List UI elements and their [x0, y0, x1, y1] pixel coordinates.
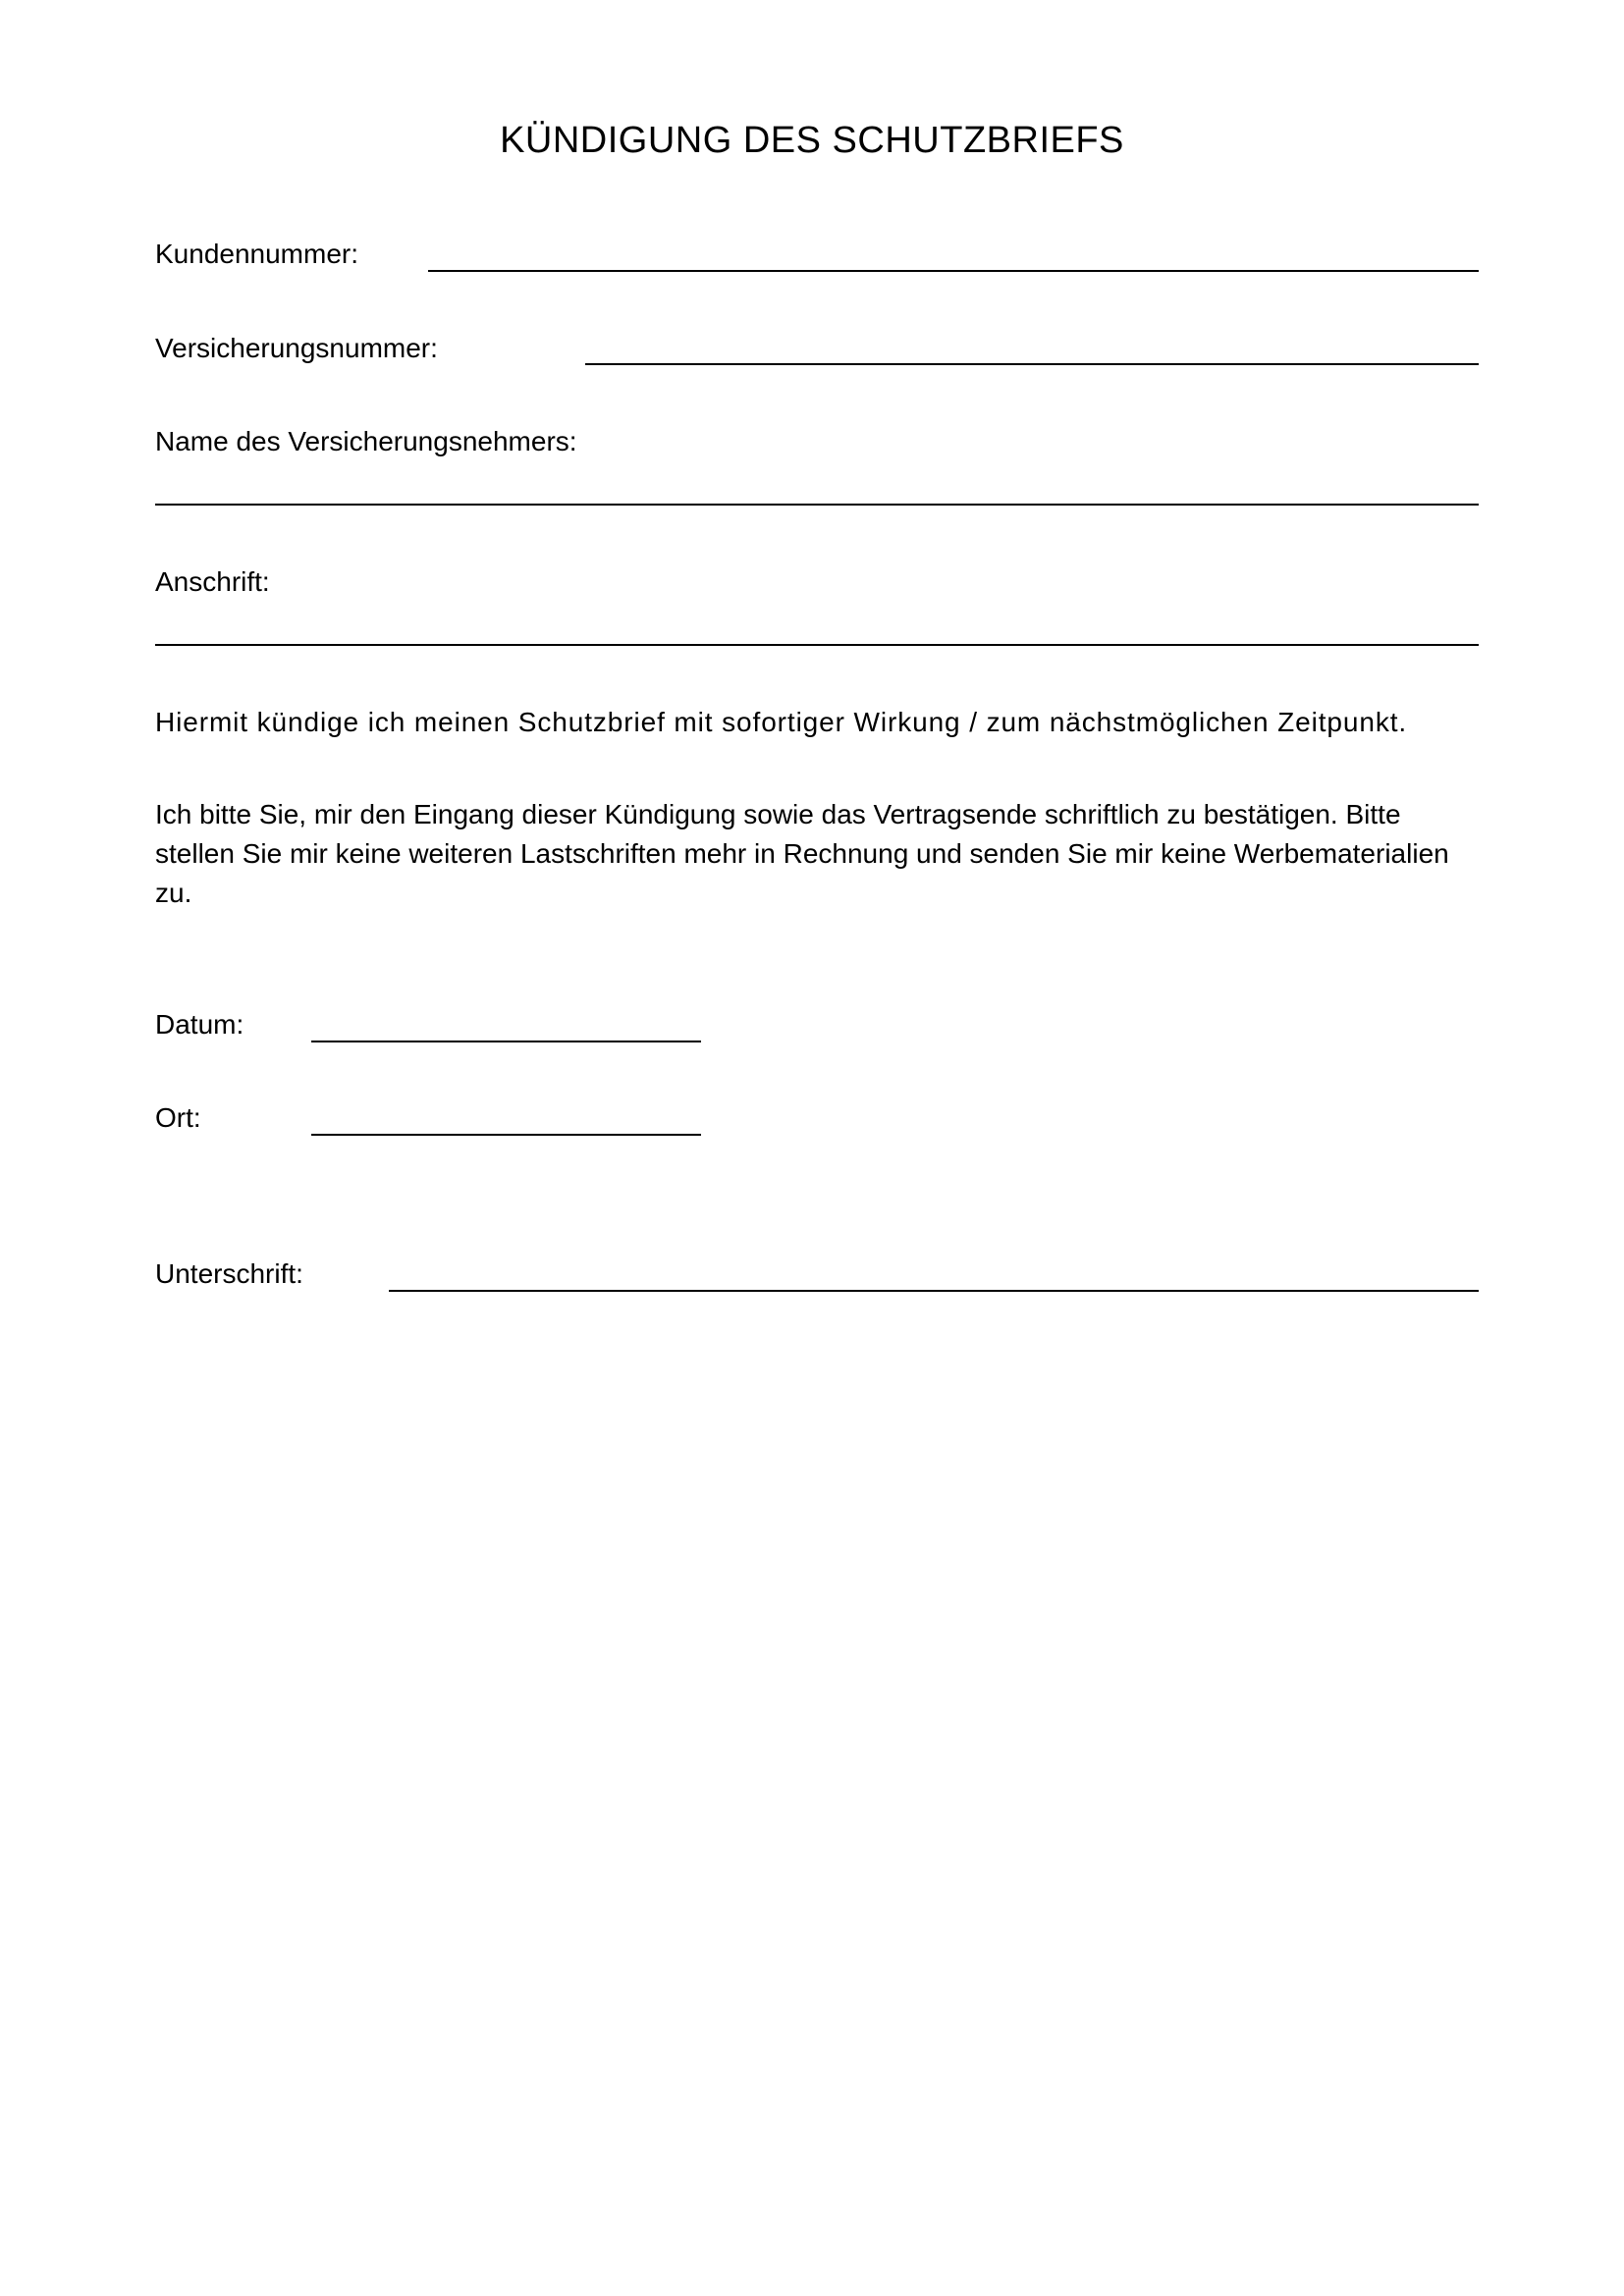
policyholder-name-field-line[interactable]	[155, 504, 1479, 506]
policyholder-name-label: Name des Versicherungsnehmers:	[155, 426, 577, 456]
address-field-line[interactable]	[155, 644, 1479, 646]
place-label: Ort:	[155, 1102, 201, 1133]
date-field-line[interactable]	[311, 1041, 701, 1042]
place-field-line[interactable]	[311, 1134, 701, 1136]
address-label: Anschrift:	[155, 566, 270, 597]
signature-field-line[interactable]	[389, 1290, 1479, 1292]
customer-number-field-line[interactable]	[428, 270, 1479, 272]
insurance-number-label: Versicherungsnummer:	[155, 333, 438, 363]
customer-number-label: Kundennummer:	[155, 239, 359, 269]
confirmation-request: Ich bitte Sie, mir den Eingang dieser Kündigung sowie das Vertragsende schriftlich zu bestätigen. Bitte stellen Sie mir keine weiteren Lastschriften mehr in Rechnung und senden Sie mir keine Werbematerialien zu.	[155, 799, 1449, 908]
insurance-number-field-line[interactable]	[585, 363, 1479, 365]
signature-label: Unterschrift:	[155, 1258, 303, 1289]
date-label: Datum:	[155, 1009, 244, 1040]
cancellation-statement: Hiermit kündige ich meinen Schutzbrief mit sofortiger Wirkung / zum nächstmöglichen Zeitpunkt.	[155, 707, 1408, 737]
document-title: KÜNDIGUNG DES SCHUTZBRIEFS	[500, 120, 1124, 161]
